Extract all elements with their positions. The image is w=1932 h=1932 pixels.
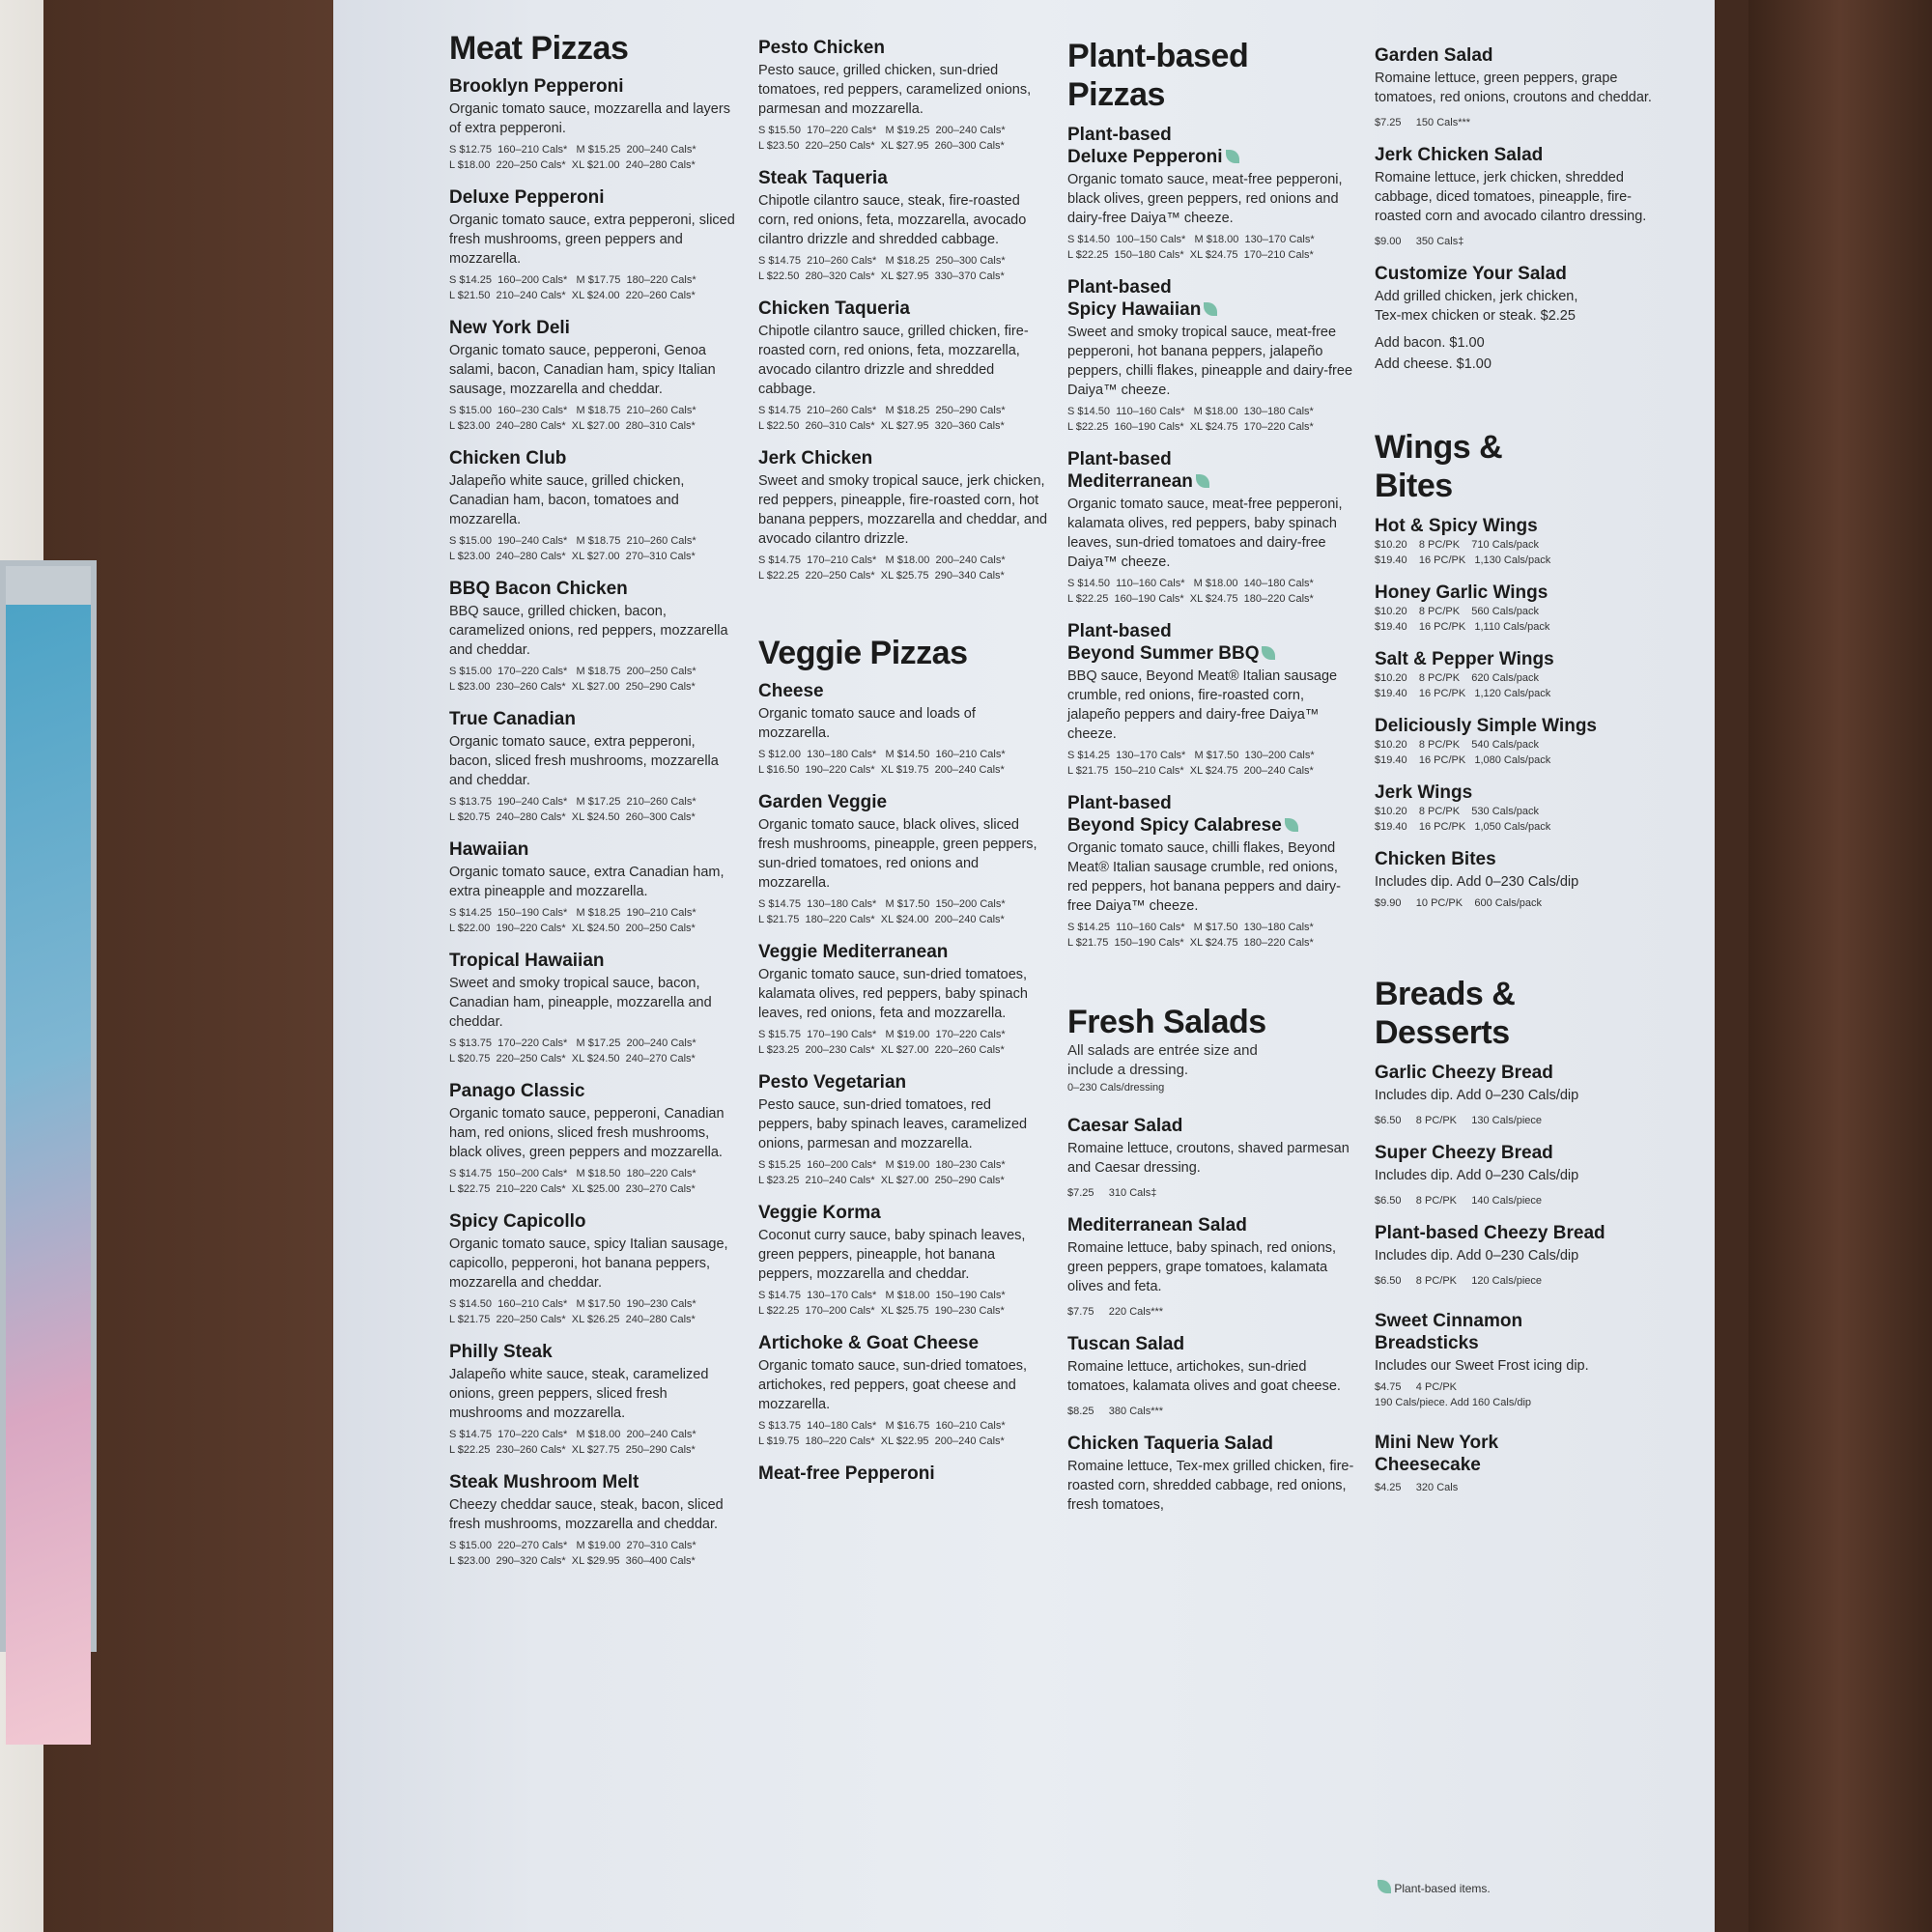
item-price-large-xl: L $22.00 190–220 Cals* XL $24.50 200–250 Cals* bbox=[449, 923, 696, 934]
item-description: Sweet and smoky tropical sauce, jerk chicken, red peppers, pineapple, fire-roasted corn, hot banana peppers, mozzarella and cheddar, and avocado cilantro drizzle. bbox=[758, 473, 1048, 547]
section-title-veggie-pizzas: Veggie Pizzas bbox=[758, 635, 968, 671]
menu-item bbox=[1067, 1333, 1357, 1419]
item-price-small-medium: S $14.75 130–180 Cals* M $17.50 150–200 Cals* bbox=[758, 898, 1006, 910]
item-name: Steak Taqueria bbox=[758, 168, 888, 188]
item-price-large-xl: L $23.50 220–250 Cals* XL $27.95 260–300 Cals* bbox=[758, 140, 1005, 152]
menu-item bbox=[758, 791, 1048, 927]
item-price-small-medium: S $15.00 190–240 Cals* M $18.75 210–260 Cals* bbox=[449, 535, 696, 547]
wing-price-8pc: $10.20 8 PC/PK 710 Cals/pack bbox=[1375, 539, 1539, 551]
menu-item bbox=[1067, 124, 1357, 263]
item-price-small-medium: S $15.50 170–220 Cals* M $19.25 200–240 Cals* bbox=[758, 125, 1006, 136]
item-name: Veggie Korma bbox=[758, 1203, 881, 1223]
item-description: Sweet and smoky tropical sauce, meat-free pepperoni, hot banana peppers, jalapeño peppers, chilli flakes, pineapple and dairy-free Daiya™ cheeze. bbox=[1067, 325, 1353, 398]
item-price-large-xl: L $22.25 160–190 Cals* XL $24.75 180–220 Cals* bbox=[1067, 593, 1314, 605]
menu-item bbox=[1375, 715, 1664, 768]
item-description: Romaine lettuce, Tex-mex grilled chicken, fire-roasted corn, shredded cabbage, red onions, fresh tomatoes, bbox=[1067, 1459, 1354, 1513]
more-salads-list bbox=[1375, 44, 1664, 249]
wing-price-16pc: $19.40 16 PC/PK 1,080 Cals/pack bbox=[1375, 754, 1551, 766]
item-price: $6.50 8 PC/PK 130 Cals/piece bbox=[1375, 1115, 1543, 1126]
item-name: Salt & Pepper Wings bbox=[1375, 649, 1554, 669]
menu-item bbox=[1067, 448, 1357, 607]
item-price-large-xl: L $22.25 230–260 Cals* XL $27.75 250–290 Cals* bbox=[449, 1444, 696, 1456]
item-price-small-medium: S $13.75 140–180 Cals* M $16.75 160–210 Cals* bbox=[758, 1420, 1006, 1432]
menu-item bbox=[449, 578, 739, 695]
item-name-line2 bbox=[1067, 146, 1357, 168]
item-name: Pesto Chicken bbox=[758, 38, 885, 58]
chicken-bites: Chicken Bites Includes dip. Add 0–230 Cals/dip $9.90 10 PC/PK 600 Cals/pack bbox=[1375, 849, 1579, 909]
item-name: Hawaiian bbox=[449, 839, 529, 860]
menu-item bbox=[449, 186, 739, 303]
item-price-small-medium: S $14.50 100–150 Cals* M $18.00 130–170 Cals* bbox=[1067, 234, 1315, 245]
item-name: Garlic Cheezy Bread bbox=[1375, 1063, 1553, 1083]
item-price-small-medium: S $13.75 170–220 Cals* M $17.25 200–240 Cals* bbox=[449, 1037, 696, 1049]
breads-list bbox=[1375, 1062, 1664, 1289]
plant-based-pizza-list bbox=[1067, 124, 1357, 951]
item-name: Garden Salad bbox=[1375, 45, 1493, 66]
column-meat-pizzas bbox=[449, 29, 739, 1932]
leaf-icon bbox=[1285, 818, 1298, 832]
item-description: Sweet and smoky tropical sauce, bacon, Canadian ham, pineapple, mozzarella and cheddar. bbox=[449, 976, 712, 1030]
item-price-large-xl: L $21.75 180–220 Cals* XL $24.00 200–240 Cals* bbox=[758, 914, 1005, 925]
item-price-large-xl: L $22.25 150–180 Cals* XL $24.75 170–210 Cals* bbox=[1067, 249, 1314, 261]
item-price: $9.00 350 Cals‡ bbox=[1375, 236, 1464, 247]
wing-price-16pc: $19.40 16 PC/PK 1,110 Cals/pack bbox=[1375, 621, 1550, 633]
item-price: $7.25 310 Cals‡ bbox=[1067, 1187, 1157, 1199]
item-name: Pesto Vegetarian bbox=[758, 1072, 907, 1093]
leaf-icon bbox=[1226, 150, 1239, 163]
item-name: Hot & Spicy Wings bbox=[1375, 516, 1538, 536]
item-name: Chicken Taqueria bbox=[758, 298, 910, 319]
item-price-small-medium: S $14.75 210–260 Cals* M $18.25 250–300 Cals* bbox=[758, 255, 1006, 267]
item-price-large-xl: L $23.00 240–280 Cals* XL $27.00 280–310 Cals* bbox=[449, 420, 696, 432]
item-name: Spicy Hawaiian bbox=[1067, 299, 1202, 320]
item-price: $7.25 150 Cals*** bbox=[1375, 117, 1471, 128]
wooden-frame-right bbox=[1748, 0, 1932, 1932]
column-three bbox=[1067, 37, 1357, 1932]
item-price-large-xl: L $18.00 220–250 Cals* XL $21.00 240–280 Cals* bbox=[449, 159, 696, 171]
item-price-large-xl: L $22.25 160–190 Cals* XL $24.75 170–220 Cals* bbox=[1067, 421, 1314, 433]
menu-item bbox=[1067, 1115, 1357, 1201]
menu-item bbox=[1067, 1214, 1357, 1320]
menu-item bbox=[1375, 648, 1664, 701]
item-price-large-xl: L $16.50 190–220 Cals* XL $19.75 200–240 Cals* bbox=[758, 764, 1005, 776]
item-price-large-xl: L $23.00 290–320 Cals* XL $29.95 360–400 Cals* bbox=[449, 1555, 696, 1567]
item-name: Beyond Spicy Calabrese bbox=[1067, 815, 1282, 836]
item-description: Jalapeño white sauce, steak, caramelized onions, green peppers, sliced fresh mushrooms and mozzarella. bbox=[449, 1367, 709, 1421]
background-poster bbox=[0, 560, 97, 1652]
section-title-wings-bites: Wings & Bites bbox=[1375, 429, 1503, 504]
item-price: $8.25 380 Cals*** bbox=[1067, 1406, 1164, 1417]
item-price-large-xl: L $19.75 180–220 Cals* XL $22.95 200–240 Cals* bbox=[758, 1435, 1005, 1447]
item-name: Chicken Club bbox=[449, 448, 567, 469]
item-price-large-xl: L $21.75 150–210 Cals* XL $24.75 200–240 Cals* bbox=[1067, 765, 1314, 777]
item-price-large-xl: L $21.75 150–190 Cals* XL $24.75 180–220 Cals* bbox=[1067, 937, 1314, 949]
menu-item bbox=[449, 1471, 739, 1569]
menu-item bbox=[758, 941, 1048, 1058]
item-name: Honey Garlic Wings bbox=[1375, 582, 1548, 603]
item-description: Romaine lettuce, jerk chicken, shredded cabbage, diced tomatoes, pineapple, fire-roasted corn and avocado cilantro dressing. bbox=[1375, 170, 1647, 224]
item-description: Organic tomato sauce, extra Canadian ham, extra pineapple and mozzarella. bbox=[449, 865, 724, 899]
item-price-large-xl: L $22.75 210–220 Cals* XL $25.00 230–270 Cals* bbox=[449, 1183, 696, 1195]
item-name: Tuscan Salad bbox=[1067, 1334, 1185, 1354]
menu-item bbox=[758, 1071, 1048, 1188]
section-title-breads-desserts: Breads & Desserts bbox=[1375, 976, 1516, 1051]
item-description: Organic tomato sauce, sun-dried tomatoes, artichokes, red peppers, goat cheese and mozzarella. bbox=[758, 1358, 1028, 1412]
item-description: Organic tomato sauce, meat-free pepperoni, black olives, green peppers, red onions and dairy-free Daiya™ cheeze. bbox=[1067, 172, 1343, 226]
item-price-large-xl: L $23.25 200–230 Cals* XL $27.00 220–260 Cals* bbox=[758, 1044, 1005, 1056]
menu-item bbox=[1067, 276, 1357, 435]
wing-price-16pc: $19.40 16 PC/PK 1,050 Cals/pack bbox=[1375, 821, 1551, 833]
item-name: Cheese bbox=[758, 681, 824, 701]
item-price-small-medium: S $14.25 110–160 Cals* M $17.50 130–180 Cals* bbox=[1067, 922, 1314, 933]
item-description: Cheezy cheddar sauce, steak, bacon, sliced fresh mushrooms, mozzarella and cheddar. bbox=[449, 1497, 724, 1532]
leaf-icon bbox=[1262, 646, 1275, 660]
item-price-large-xl: L $22.50 280–320 Cals* XL $27.95 330–370 Cals* bbox=[758, 270, 1005, 282]
menu-item bbox=[758, 1202, 1048, 1319]
item-name: Meat-free Pepperoni bbox=[758, 1463, 935, 1484]
mini-new-york-cheesecake: Mini New York Cheesecake $4.25 320 Cals bbox=[1375, 1433, 1499, 1493]
item-name: Philly Steak bbox=[449, 1342, 553, 1362]
menu-item bbox=[449, 447, 739, 564]
item-name: Tropical Hawaiian bbox=[449, 951, 605, 971]
item-name: Plant-based Cheezy Bread bbox=[1375, 1223, 1605, 1243]
menu-item bbox=[1375, 582, 1664, 635]
item-price-small-medium: S $14.75 170–220 Cals* M $18.00 200–240 Cals* bbox=[449, 1429, 696, 1440]
plant-based-footnote: Plant-based items. bbox=[1375, 1880, 1491, 1895]
item-price-small-medium: S $14.50 110–160 Cals* M $18.00 130–180 Cals* bbox=[1067, 406, 1314, 417]
salads-dressing-note: 0–230 Cals/dressing bbox=[1067, 1082, 1165, 1094]
wing-price-8pc: $10.20 8 PC/PK 530 Cals/pack bbox=[1375, 806, 1539, 817]
item-price-large-xl: L $22.25 170–200 Cals* XL $25.75 190–230 Cals* bbox=[758, 1305, 1005, 1317]
item-price-large-xl: L $20.75 220–250 Cals* XL $24.50 240–270 Cals* bbox=[449, 1053, 696, 1065]
menu-item bbox=[449, 1210, 739, 1327]
menu-item bbox=[758, 298, 1048, 434]
item-name: Jerk Chicken Salad bbox=[1375, 145, 1544, 165]
item-description: BBQ sauce, grilled chicken, bacon, caramelized onions, red peppers, mozzarella and cheddar. bbox=[449, 604, 728, 658]
item-name: Chicken Taqueria Salad bbox=[1067, 1434, 1273, 1454]
item-name: Jerk Chicken bbox=[758, 448, 873, 469]
specialty-pizza-list bbox=[758, 37, 1048, 583]
item-name: Veggie Mediterranean bbox=[758, 942, 949, 962]
item-description: Organic tomato sauce, meat-free pepperoni, kalamata olives, red peppers, baby spinach leaves, sun-dried tomatoes and dairy-free Daiya™ cheeze. bbox=[1067, 497, 1343, 570]
item-price-large-xl: L $23.00 240–280 Cals* XL $27.00 270–310 Cals* bbox=[449, 551, 696, 562]
item-price-large-xl: L $21.50 210–240 Cals* XL $24.00 220–260 Cals* bbox=[449, 290, 696, 301]
item-name: True Canadian bbox=[449, 709, 576, 729]
item-price-small-medium: S $13.75 190–240 Cals* M $17.25 210–260 Cals* bbox=[449, 796, 696, 808]
wing-price-16pc: $19.40 16 PC/PK 1,130 Cals/pack bbox=[1375, 554, 1551, 566]
item-description: Includes dip. Add 0–230 Cals/dip bbox=[1375, 1168, 1579, 1183]
item-price-small-medium: S $14.50 110–160 Cals* M $18.00 140–180 Cals* bbox=[1067, 578, 1314, 589]
item-name-line1: Plant-based bbox=[1067, 621, 1172, 641]
menu-item bbox=[758, 447, 1048, 583]
item-name: BBQ Bacon Chicken bbox=[449, 579, 628, 599]
item-name: Beyond Summer BBQ bbox=[1067, 643, 1260, 664]
menu-item bbox=[449, 1341, 739, 1458]
item-price-small-medium: S $14.25 150–190 Cals* M $18.25 190–210 Cals* bbox=[449, 907, 696, 919]
menu-item bbox=[758, 37, 1048, 154]
item-description: Romaine lettuce, croutons, shaved parmesan and Caesar dressing. bbox=[1067, 1141, 1350, 1176]
item-description: Organic tomato sauce, chilli flakes, Beyond Meat® Italian sausage crumble, red onions, red peppers, hot banana peppers and dairy-free Daiya™ cheeze. bbox=[1067, 840, 1341, 914]
item-name: Jerk Wings bbox=[1375, 782, 1473, 803]
item-name-line1: Plant-based bbox=[1067, 277, 1172, 298]
item-price-large-xl: L $23.25 210–240 Cals* XL $27.00 250–290 Cals* bbox=[758, 1175, 1005, 1186]
menu-item bbox=[1375, 781, 1664, 835]
menu-item bbox=[449, 317, 739, 434]
item-name: Steak Mushroom Melt bbox=[449, 1472, 639, 1492]
menu-item bbox=[449, 838, 739, 936]
item-description: Chipotle cilantro sauce, grilled chicken, fire-roasted corn, red onions, feta, mozzarella, avocado cilantro drizzle and shredded cabbage. bbox=[758, 324, 1029, 397]
item-price-small-medium: S $14.75 170–210 Cals* M $18.00 200–240 Cals* bbox=[758, 554, 1006, 566]
leaf-icon bbox=[1378, 1880, 1391, 1893]
item-description: Organic tomato sauce, mozzarella and layers of extra pepperoni. bbox=[449, 101, 730, 136]
item-name: Artichoke & Goat Cheese bbox=[758, 1333, 980, 1353]
menu-item bbox=[1067, 1433, 1357, 1515]
menu-item bbox=[449, 1080, 739, 1197]
column-four bbox=[1375, 44, 1664, 1932]
item-description: Romaine lettuce, artichokes, sun-dried tomatoes, kalamata olives and goat cheese. bbox=[1067, 1359, 1341, 1394]
item-price: $7.75 220 Cals*** bbox=[1067, 1306, 1164, 1318]
wing-price-8pc: $10.20 8 PC/PK 540 Cals/pack bbox=[1375, 739, 1539, 751]
item-description: Organic tomato sauce, black olives, sliced fresh mushrooms, pineapple, green peppers, sun-dried tomatoes, red onions and mozzarella. bbox=[758, 817, 1037, 891]
wing-price-16pc: $19.40 16 PC/PK 1,120 Cals/pack bbox=[1375, 688, 1551, 699]
leaf-icon bbox=[1204, 302, 1217, 316]
item-description: Organic tomato sauce, spicy Italian sausage, capicollo, pepperoni, hot banana peppers, mozzarella and cheddar. bbox=[449, 1236, 728, 1291]
item-price-large-xl: L $22.50 260–310 Cals* XL $27.95 320–360 Cals* bbox=[758, 420, 1005, 432]
item-description: Romaine lettuce, baby spinach, red onions, green peppers, grape tomatoes, kalamata olives and feta. bbox=[1067, 1240, 1337, 1294]
item-name: Deluxe Pepperoni bbox=[1067, 147, 1223, 167]
item-name: New York Deli bbox=[449, 318, 570, 338]
item-name: Brooklyn Pepperoni bbox=[449, 76, 624, 97]
item-description: Coconut curry sauce, baby spinach leaves, green peppers, pineapple, hot banana peppers, mozzarella and cheddar. bbox=[758, 1228, 1026, 1282]
item-price-small-medium: S $15.00 220–270 Cals* M $19.00 270–310 Cals* bbox=[449, 1540, 696, 1551]
item-name: Panago Classic bbox=[449, 1081, 585, 1101]
item-name: Garden Veggie bbox=[758, 792, 888, 812]
menu-item bbox=[449, 950, 739, 1066]
wings-list bbox=[1375, 515, 1664, 835]
item-description: Pesto sauce, sun-dried tomatoes, red peppers, baby spinach leaves, caramelized onions, parmesan and mozzarella. bbox=[758, 1097, 1028, 1151]
salad-list bbox=[1067, 1115, 1357, 1515]
veggie-pizza-list bbox=[758, 680, 1048, 1485]
item-price-small-medium: S $12.75 160–210 Cals* M $15.25 200–240 Cals* bbox=[449, 144, 696, 156]
item-price-large-xl: L $21.75 220–250 Cals* XL $26.25 240–280 Cals* bbox=[449, 1314, 696, 1325]
menu-item bbox=[758, 167, 1048, 284]
item-price-small-medium: S $14.25 160–200 Cals* M $17.75 180–220 Cals* bbox=[449, 274, 696, 286]
item-price: $6.50 8 PC/PK 120 Cals/piece bbox=[1375, 1275, 1543, 1287]
item-price-large-xl: L $22.25 220–250 Cals* XL $25.75 290–340 Cals* bbox=[758, 570, 1005, 582]
item-name-line1: Plant-based bbox=[1067, 793, 1172, 813]
column-two bbox=[758, 37, 1048, 1932]
item-name: Deluxe Pepperoni bbox=[449, 187, 605, 208]
item-price-small-medium: S $14.25 130–170 Cals* M $17.50 130–200 Cals* bbox=[1067, 750, 1315, 761]
menu-item bbox=[758, 1463, 1048, 1485]
item-name-line2 bbox=[1067, 470, 1357, 493]
menu-item bbox=[1375, 515, 1664, 568]
meat-pizza-list bbox=[449, 75, 739, 1569]
item-name: Caesar Salad bbox=[1067, 1116, 1183, 1136]
item-name-line1: Plant-based bbox=[1067, 125, 1172, 145]
item-name: Super Cheezy Bread bbox=[1375, 1143, 1553, 1163]
menu-item bbox=[449, 75, 739, 173]
wing-price-8pc: $10.20 8 PC/PK 560 Cals/pack bbox=[1375, 606, 1539, 617]
item-name: Deliciously Simple Wings bbox=[1375, 716, 1597, 736]
menu-item bbox=[1067, 620, 1357, 779]
item-description: Includes dip. Add 0–230 Cals/dip bbox=[1375, 1088, 1579, 1103]
item-price-small-medium: S $15.00 160–230 Cals* M $18.75 210–260 Cals* bbox=[449, 405, 696, 416]
menu-item bbox=[758, 680, 1048, 778]
item-description: Organic tomato sauce and loads of mozzarella. bbox=[758, 706, 976, 741]
item-name: Spicy Capicollo bbox=[449, 1211, 586, 1232]
menu-item bbox=[758, 1332, 1048, 1449]
item-price-large-xl: L $23.00 230–260 Cals* XL $27.00 250–290 Cals* bbox=[449, 681, 696, 693]
item-description: Organic tomato sauce, extra pepperoni, bacon, sliced fresh mushrooms, mozzarella and cheddar. bbox=[449, 734, 719, 788]
item-description: Organic tomato sauce, pepperoni, Genoa salami, bacon, Canadian ham, spicy Italian sausage, mozzarella and cheddar. bbox=[449, 343, 716, 397]
item-price-small-medium: S $14.75 150–200 Cals* M $18.50 180–220 Cals* bbox=[449, 1168, 696, 1179]
item-description: Chipotle cilantro sauce, steak, fire-roasted corn, red onions, feta, mozzarella, avocado cilantro drizzle and shredded cabbage. bbox=[758, 193, 1027, 247]
item-name-line2 bbox=[1067, 814, 1357, 837]
customize-salad: Customize Your Salad Add grilled chicken, jerk chicken, Tex-mex chicken or steak. $2.25 Add bacon. $1.00 Add cheese. $1.00 bbox=[1375, 264, 1578, 372]
item-description: BBQ sauce, Beyond Meat® Italian sausage crumble, red onions, fire-roasted corn, jalapeño peppers and dairy-free Daiya™ cheeze. bbox=[1067, 668, 1338, 742]
item-price-large-xl: L $20.75 240–280 Cals* XL $24.50 260–300 Cals* bbox=[449, 811, 696, 823]
item-name: Mediterranean bbox=[1067, 471, 1193, 492]
item-name-line2 bbox=[1067, 642, 1357, 665]
item-description: Includes dip. Add 0–230 Cals/dip bbox=[1375, 1248, 1579, 1264]
item-name-line1: Plant-based bbox=[1067, 449, 1172, 469]
item-description: Organic tomato sauce, pepperoni, Canadian ham, red onions, sliced fresh mushrooms, black olives, green peppers and mozzarella. bbox=[449, 1106, 724, 1160]
item-price-small-medium: S $14.50 160–210 Cals* M $17.50 190–230 Cals* bbox=[449, 1298, 696, 1310]
item-price-small-medium: S $14.75 130–170 Cals* M $18.00 150–190 Cals* bbox=[758, 1290, 1006, 1301]
sweet-cinnamon-breadsticks: Sweet Cinnamon Breadsticks Includes our Sweet Frost icing dip. $4.75 4 PC/PK 190 Cals/piece. Add 160 Cals/dip bbox=[1375, 1311, 1589, 1408]
menu-item bbox=[1375, 1062, 1664, 1128]
item-name: Mediterranean Salad bbox=[1067, 1215, 1247, 1236]
item-price-small-medium: S $14.75 210–260 Cals* M $18.25 250–290 Cals* bbox=[758, 405, 1006, 416]
item-price-small-medium: S $15.75 170–190 Cals* M $19.00 170–220 Cals* bbox=[758, 1029, 1006, 1040]
section-title-fresh-salads: Fresh Salads bbox=[1067, 1004, 1266, 1040]
item-description: Romaine lettuce, green peppers, grape tomatoes, red onions, croutons and cheddar. bbox=[1375, 71, 1652, 105]
menu-item bbox=[1375, 44, 1664, 130]
salads-subtitle: All salads are entrée size and include a dressing. bbox=[1067, 1042, 1258, 1078]
item-description: Organic tomato sauce, sun-dried tomatoes, kalamata olives, red peppers, baby spinach leaves, red onions, feta and mozzarella. bbox=[758, 967, 1028, 1021]
menu-item bbox=[1375, 1222, 1664, 1289]
menu-item bbox=[1067, 792, 1357, 951]
menu-board bbox=[333, 0, 1715, 1932]
item-description: Pesto sauce, grilled chicken, sun-dried tomatoes, red peppers, caramelized onions, parmesan and mozzarella. bbox=[758, 63, 1032, 117]
menu-item bbox=[449, 708, 739, 825]
item-price: $6.50 8 PC/PK 140 Cals/piece bbox=[1375, 1195, 1543, 1207]
wing-price-8pc: $10.20 8 PC/PK 620 Cals/pack bbox=[1375, 672, 1539, 684]
menu-item bbox=[1375, 144, 1664, 249]
item-description: Jalapeño white sauce, grilled chicken, Canadian ham, bacon, tomatoes and mozzarella. bbox=[449, 473, 685, 527]
menu-item bbox=[1375, 1142, 1664, 1208]
item-name-line2 bbox=[1067, 298, 1357, 321]
leaf-icon bbox=[1196, 474, 1209, 488]
item-price-small-medium: S $12.00 130–180 Cals* M $14.50 160–210 Cals* bbox=[758, 749, 1006, 760]
item-price-small-medium: S $15.25 160–200 Cals* M $19.00 180–230 Cals* bbox=[758, 1159, 1006, 1171]
item-price-small-medium: S $15.00 170–220 Cals* M $18.75 200–250 Cals* bbox=[449, 666, 696, 677]
section-title-plant-based-pizzas: Plant-based Pizzas bbox=[1067, 38, 1249, 113]
section-title-meat-pizzas: Meat Pizzas bbox=[449, 30, 629, 67]
item-description: Organic tomato sauce, extra pepperoni, sliced fresh mushrooms, green peppers and mozzarella. bbox=[449, 213, 735, 267]
